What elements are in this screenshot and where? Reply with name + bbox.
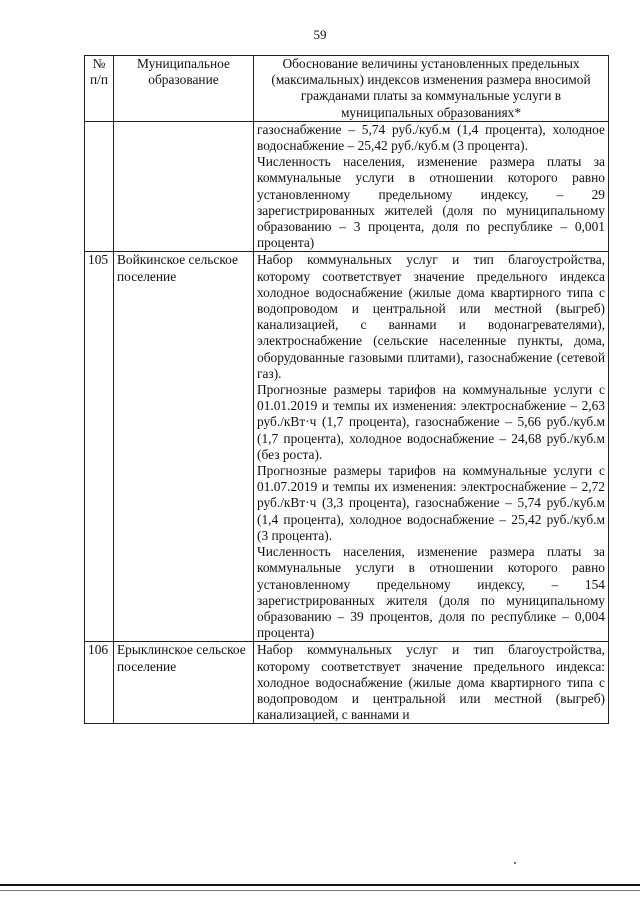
justification-paragraph: газоснабжение – 5,74 руб./куб.м (1,4 процента), холодное водоснабжение – 25,42 руб./куб.м (3 процента). [257,121,605,154]
scan-speck [514,862,516,864]
row-municipality: Войкинское сельское поселение [114,252,254,642]
scan-bottom-edge-shadow [0,890,640,891]
row-number [85,121,114,252]
table-row [85,642,609,724]
row-municipality [114,121,254,252]
justification-paragraph: Прогнозные размеры тарифов на коммунальные услуги с 01.01.2019 и темпы их изменения: электроснабжение – 2,63 руб./кВт·ч (1,7 процента), газоснабжение – 5,66 руб./куб.м (1,7 процента), холодное водоснабжение – 24,68 руб./куб.м (без роста). [257,382,605,462]
table-row [85,252,609,642]
table-header-row [85,56,609,122]
justification-paragraph: Набор коммунальных услуг и тип благоустройства, которому соответствует значение предельного индекса холодное водоснабжение (жилые дома квартирного типа с водопроводом и центральной или местной (выгреб) канализацией, с ваннами и водонагревателями), электроснабжение (сельские населенные пункты, дома, оборудованные газовыми плитами), газоснабжение (сетевой газ). [257,252,605,381]
row-number: 105 [85,252,114,642]
justification-paragraph: Численность населения, изменение размера платы за коммунальные услуги в отношении которого равно установленному предельному индексу, – 154 зарегистрированных жителя (доля по муниципальному образованию – 39 процентов, доля по республике – 0,004 процента) [257,544,605,641]
row-number: 106 [85,642,114,724]
page-number: 59 [313,27,327,42]
row-municipality: Ерыклинское сельское поселение [114,642,254,724]
justification-paragraph: Набор коммунальных услуг и тип благоустройства, которому соответствует значение предельного индекса: холодное водоснабжение (жилые дома квартирного типа с водопроводом и центральной или местной (выгреб) канализацией, с ваннами и [257,642,605,723]
header-justification: Обоснование величины установленных предельных (максимальных) индексов изменения размера вносимой гражданами платы за коммунальные услуги в муниципальных образованиях* [254,56,609,122]
scan-bottom-edge [0,884,640,886]
justification-paragraph: Численность населения, изменение размера платы за коммунальные услуги в отношении которого равно установленному предельному индексу, – 29 зарегистрированных жителей (доля по муниципальному образованию – 3 процента, доля по республике – 0,001 процента) [257,154,605,251]
row-justification [254,642,609,724]
tariff-justification-table [84,55,609,724]
header-number: № п/п [85,56,114,122]
table-row [85,121,609,252]
row-justification [254,121,609,252]
row-justification [254,252,609,642]
header-municipality: Муниципальное образование [114,56,254,122]
justification-paragraph: Прогнозные размеры тарифов на коммунальные услуги с 01.07.2019 и темпы их изменения: электроснабжение – 2,72 руб./кВт·ч (3,3 процента), газоснабжение – 5,74 руб./куб.м (1,4 процента), холодное водоснабжение – 25,42 руб./куб.м (3 процента). [257,463,605,543]
